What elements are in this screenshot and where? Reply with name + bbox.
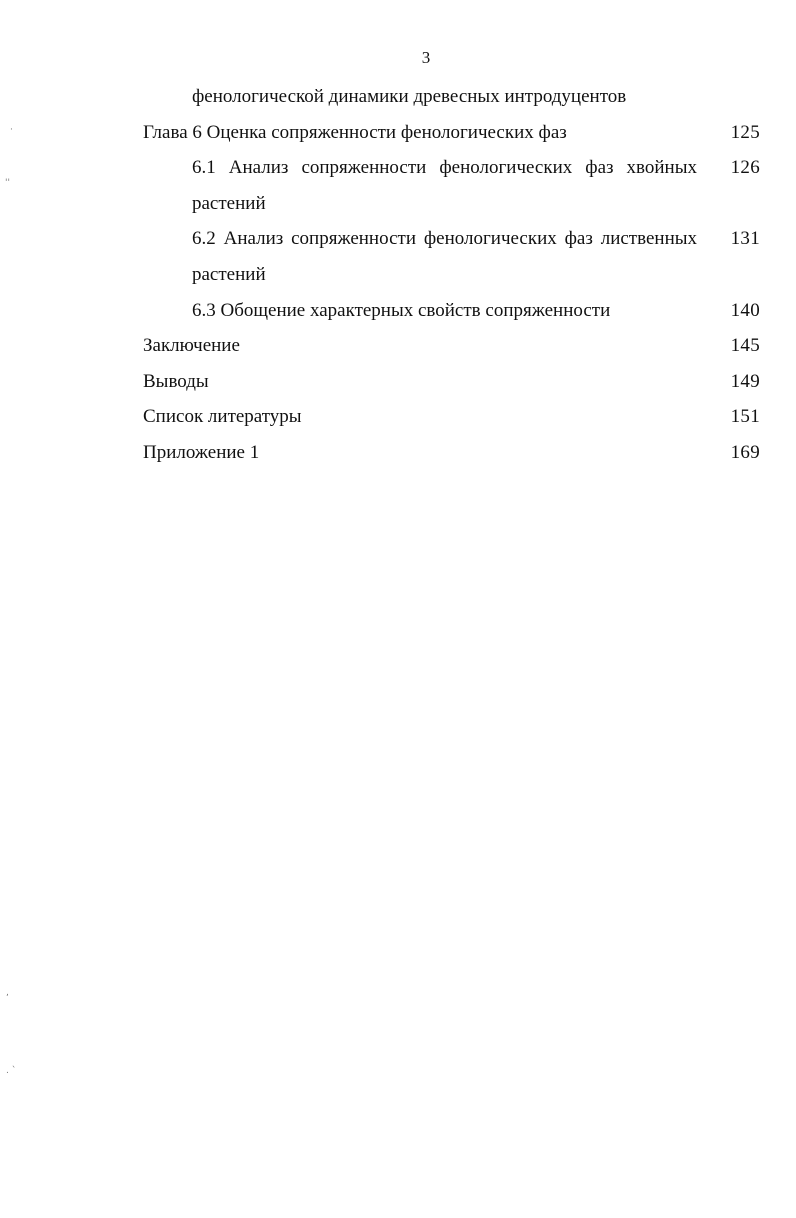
toc-entry-page: 169 — [730, 441, 760, 463]
toc-entry-title: Выводы — [143, 370, 209, 392]
scan-speck: · — [10, 125, 13, 135]
toc-entry-page: 151 — [730, 406, 760, 428]
scan-speck: '' — [5, 178, 10, 188]
toc-entry-page: 126 — [730, 157, 760, 179]
toc-entry-page: 149 — [730, 370, 760, 392]
toc-entry-page: 131 — [730, 228, 760, 250]
toc-entry-findings — [0, 364, 796, 400]
toc-entry-title: 6.1 Анализ сопряженности фенологических фаз хвойных растений — [192, 157, 697, 214]
toc-entry-page: 125 — [730, 121, 760, 143]
toc-entry-title: Список литературы — [143, 406, 302, 428]
toc-entry-title: 6.3 Обощение характерных свойств сопряженности — [192, 299, 611, 321]
scan-speck: , — [6, 988, 9, 998]
toc-entry-title: Глава 6 Оценка сопряженности фенологических фаз — [143, 121, 567, 143]
toc-entry-section-6-1 — [0, 150, 796, 221]
toc-entry-conclusion — [0, 328, 796, 364]
table-of-contents — [0, 79, 796, 471]
toc-entry-section-6-3 — [0, 293, 796, 329]
toc-entry-page: 145 — [730, 335, 760, 357]
toc-entry-title: Заключение — [143, 335, 240, 357]
toc-entry-page: 140 — [730, 299, 760, 321]
toc-entry-title: 6.2 Анализ сопряженности фенологических фаз лиственных растений — [192, 228, 697, 285]
toc-continuation-text: фенологической динамики древесных интродуцентов — [192, 86, 627, 107]
toc-entry-chapter-6 — [0, 115, 796, 151]
toc-entry-title: Приложение 1 — [143, 441, 260, 463]
toc-entry-references — [0, 399, 796, 435]
scan-speck: . ` — [6, 1066, 17, 1076]
toc-continuation-line — [0, 79, 796, 115]
toc-entry-appendix-1 — [0, 435, 796, 471]
page-number: 3 — [421, 48, 431, 67]
toc-entry-section-6-2 — [0, 221, 796, 292]
